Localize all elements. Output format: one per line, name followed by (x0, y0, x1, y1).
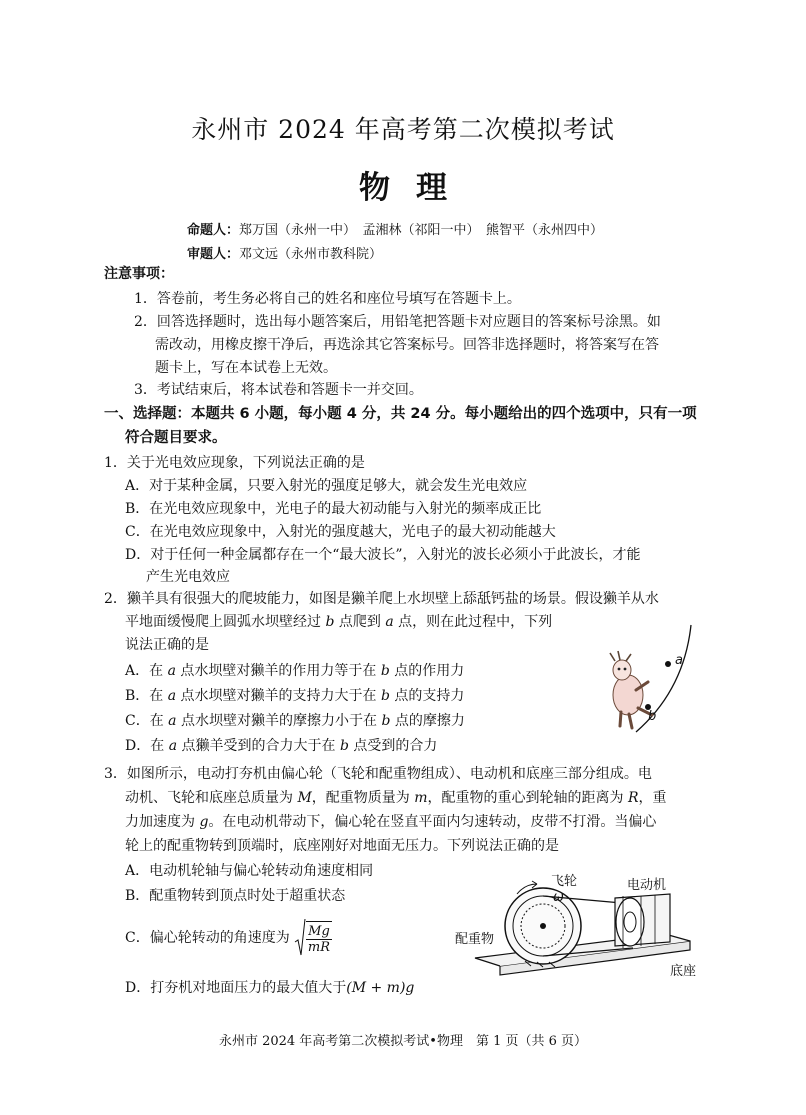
q2-stem-cont: 平地面缓慢爬上圆弧水坝壁经过 b 点爬到 a 点，则在此过程中，下列 (125, 614, 553, 630)
q2-option-b: B．在 a 点水坝壁对獭羊的支持力大于在 b 点的支持力 (125, 688, 465, 704)
q3-option-d: D．打夯机对地面压力的最大值大于(M + m)g (125, 980, 415, 996)
q3-figure (455, 866, 705, 984)
exam-title: 永州市 2024 年高考第二次模拟考试 (191, 115, 615, 144)
notice-item-1: 1．答卷前，考生务必将自己的姓名和座位号填写在答题卡上。 (134, 291, 521, 307)
q3-fig-label-base: 底座 (670, 964, 697, 979)
section-heading: 一、选择题：本题共 6 小题，每小题 4 分，共 24 分。每小题给出的四个选项中，只有一项 (104, 406, 697, 422)
q3-option-a: A．电动机轮轴与偏心轮转动角速度相同 (125, 863, 374, 879)
sqrt-expression (294, 918, 332, 958)
q3-fig-label-omega: ω (553, 890, 564, 905)
authors-line (187, 219, 603, 238)
omega-fraction: $\frac{Mg}{mR}$ (306, 921, 332, 955)
q1-option-b: B．在光电效应现象中，光电子的最大初动能与入射光的频率成正比 (125, 501, 542, 517)
q2-option-a: A．在 a 点水坝壁对獭羊的作用力等于在 b 点的作用力 (125, 663, 465, 679)
authors-label: 命题人： (187, 223, 240, 238)
section-heading-cont: 符合题目要求。 (125, 430, 227, 446)
page-footer: 永州市 2024 年高考第二次模拟考试•物理 第 1 页（共 6 页） (218, 1034, 588, 1049)
q3-fig-label-motor: 电动机 (627, 878, 667, 893)
q1-option-d: D．对于任何一种金属都存在一个“最大波长”，入射光的波长必须小于此波长，才能 (125, 547, 641, 563)
q2-fig-label-b: b (648, 709, 657, 724)
q3-fig-label-flywheel: 飞轮 (551, 874, 578, 889)
q2-stem-cont2: 说法正确的是 (125, 637, 209, 653)
q1-stem: 1．关于光电效应现象，下列说法正确的是 (104, 455, 365, 471)
notice-item-2: 2．回答选择题时，选出每小题答案后，用铅笔把答题卡对应题目的答案标号涂黑。如 (134, 314, 661, 330)
notice-item-2-cont2: 题卡上，写在本试卷上无效。 (155, 360, 337, 376)
q3-stem-cont2: 力加速度为 g。在电动机带动下，偏心轮在竖直平面内匀速转动，皮带不打滑。当偏心 (125, 814, 657, 830)
notice-item-2-cont: 需改动，用橡皮擦干净后，再选涂其它答案标号。回答非选择题时，将答案写在答 (155, 337, 659, 353)
reviewer-label: 审题人： (187, 247, 240, 262)
authors-names: 郑万国（永州一中） 孟湘林（祁阳一中） 熊智平（永州四中） (239, 223, 604, 238)
q3-stem-cont3: 轮上的配重物转到顶端时，底座刚好对地面无压力。下列说法正确的是 (125, 838, 559, 854)
q3-fig-label-weight: 配重物 (455, 932, 495, 947)
q2-figure (596, 620, 706, 735)
q1-option-d-cont: 产生光电效应 (146, 569, 230, 585)
subject-title: 物理 (359, 170, 473, 206)
reviewer-line (187, 243, 382, 262)
q3-stem-cont: 动机、飞轮和底座总质量为 M，配重物质量为 m，配重物的重心到轮轴的距离为 R，重 (125, 790, 667, 806)
q1-option-a: A．对于某种金属，只要入射光的强度足够大，就会发生光电效应 (125, 478, 528, 494)
q2-fig-label-a: a (675, 653, 683, 668)
q2-option-c: C．在 a 点水坝壁对獭羊的摩擦力小于在 b 点的摩擦力 (125, 713, 465, 729)
q3-option-b: B．配重物转到顶点时处于超重状态 (125, 888, 346, 904)
notice-item-3: 3．考试结束后，将本试卷和答题卡一并交回。 (134, 382, 423, 398)
q2-stem: 2．獭羊具有很强大的爬坡能力，如图是獭羊爬上水坝壁上舔舐钙盐的场景。假设獭羊从水 (104, 591, 659, 607)
notice-heading: 注意事项： (104, 266, 174, 282)
q3-option-c: C．偏心轮转动的角速度为 $\frac{Mg}{mR}$ (125, 918, 332, 958)
reviewer-name: 邓文远（永州市教科院） (239, 247, 383, 262)
q1-option-c: C．在光电效应现象中，入射光的强度越大，光电子的最大初动能越大 (125, 524, 556, 540)
tamper-machine-illustration (455, 866, 705, 984)
q2-option-d: D．在 a 点獭羊受到的合力大于在 b 点受到的合力 (125, 738, 438, 754)
q3-stem: 3．如图所示，电动打夯机由偏心轮（飞轮和配重物组成）、电动机和底座三部分组成。电 (104, 766, 652, 782)
